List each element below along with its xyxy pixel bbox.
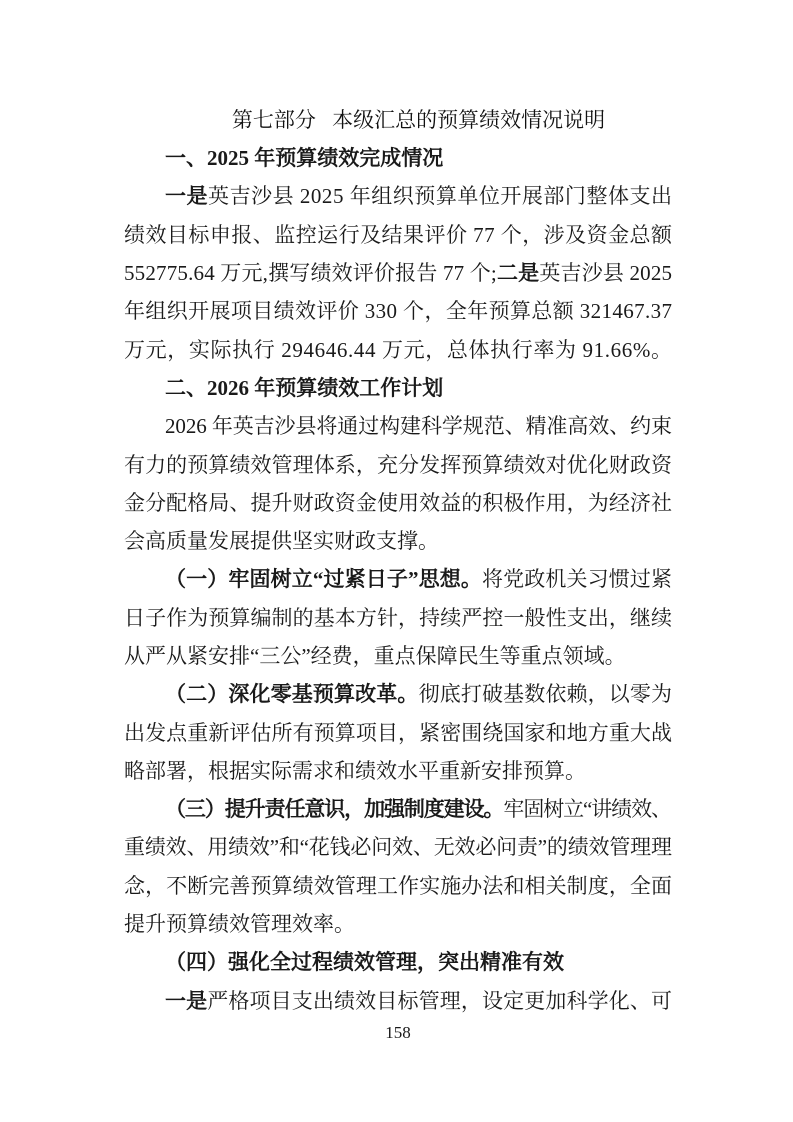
paragraph-line <box>124 560 672 598</box>
line-text: 严格项目支出绩效目标管理，设定更加科学化、可 <box>207 988 673 1013</box>
paragraph-line: 出发点重新评估所有预算项目，紧密围绕国家和地方重大战 <box>124 720 673 745</box>
document-body <box>124 101 672 1020</box>
page-title: 第七部分 本级汇总的预算绩效情况说明 <box>231 107 606 132</box>
paragraph-line: 年组织开展项目绩效评价 330 个，全年预算总额 321467.37 <box>124 299 673 324</box>
line-text: 将党政机关习惯过紧 <box>482 567 673 592</box>
paragraph-line: 重绩效、用绩效”和“花钱必问效、无效必问责”的绩效管理理 <box>124 835 672 860</box>
item-heading-4: （四）强化全过程绩效管理，突出精准有效 <box>165 950 564 975</box>
line-text: 英吉沙县 2025 年组织预算单位开展部门整体支出 <box>208 184 673 209</box>
item-heading: （三）提升责任意识，加强制度建设。 <box>165 797 504 822</box>
paragraph-line: 2026 年英吉沙县将通过构建科学规范、精准高效、约束 <box>165 414 672 439</box>
paragraph-line: 略部署，根据实际需求和绩效水平重新安排预算。 <box>124 758 586 783</box>
paragraph-line: 日子作为预算编制的基本方针，持续严控一般性支出，继续 <box>124 605 673 630</box>
item-heading: （二）深化零基预算改革。 <box>165 682 419 707</box>
line-text: 彻底打破基数依赖，以零为 <box>418 682 673 707</box>
paragraph-line: 提升预算绩效管理效率。 <box>124 912 355 937</box>
paragraph-line: 金分配格局、提升财政资金使用效益的积极作用，为经济社 <box>124 490 673 515</box>
section-heading-2025-results: 一、2025 年预算绩效完成情况 <box>165 146 444 171</box>
paragraph-line: 有力的预算绩效管理体系，充分发挥预算绩效对优化财政资 <box>124 452 673 477</box>
page-number: 158 <box>385 1023 411 1042</box>
paragraph-line: 会高质量发展提供坚实财政支撑。 <box>124 529 439 554</box>
line-text: 牢固树立“讲绩效、 <box>503 797 671 822</box>
paragraph-line <box>124 177 672 215</box>
bold-lead: 一是 <box>165 988 208 1013</box>
paragraph-line: 绩效目标申报、监控运行及结果评价 77 个，涉及资金总额 <box>124 222 673 247</box>
line-text: 552775.64 万元,撰写绩效评价报告 77 个; <box>124 261 497 286</box>
paragraph-line: 念，不断完善预算绩效管理工作实施办法和相关制度，全面 <box>124 873 673 898</box>
paragraph-line <box>124 982 672 1020</box>
line-text: 英吉沙县 2025 <box>539 261 673 286</box>
section-heading-2026-plan: 二、2026 年预算绩效工作计划 <box>165 375 444 400</box>
item-heading: （一）牢固树立“过紧日子”思想。 <box>165 567 482 592</box>
bold-lead: 二是 <box>496 261 540 286</box>
paragraph-line: 万元，实际执行 294646.44 万元，总体执行率为 91.66%。 <box>124 337 673 362</box>
paragraph-line <box>124 675 672 713</box>
paragraph-line <box>124 790 672 828</box>
paragraph-line <box>124 254 672 292</box>
paragraph-line: 从严从紧安排“三公”经费，重点保障民生等重点领域。 <box>124 644 626 668</box>
bold-lead: 一是 <box>165 184 209 209</box>
